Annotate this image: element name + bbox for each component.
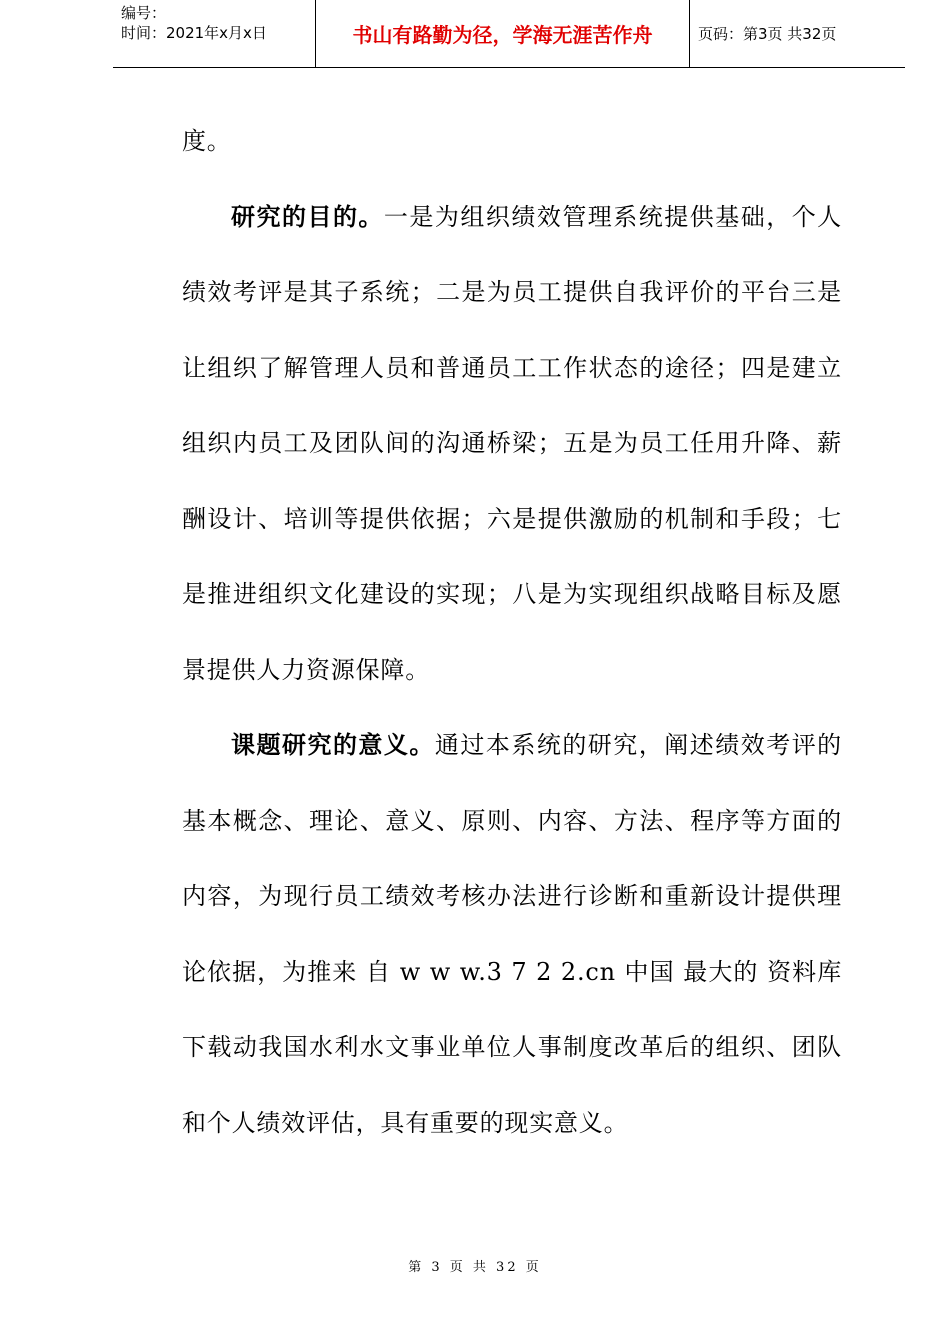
heading-research-significance: 课题研究的意义。 bbox=[231, 731, 435, 759]
heading-research-purpose: 研究的目的。 bbox=[231, 202, 384, 231]
paragraph-research-purpose bbox=[182, 180, 842, 709]
page-footer: 第 3 页 共 32 页 bbox=[408, 1260, 542, 1275]
research-purpose-text: 一是为组织绩效管理系统提供基础，个人绩效考评是其子系统；二是为员工提供自我评价的平台三是让组织了解管理人员和普通员工工作状态的途径；四是建立组织内员工及团队间的沟通桥梁；五是为员工任用升降、薪酬设计、培训等提供依据；六是提供激励的机制和手段；七是推进组织文化建设的实现；八是为实现组织战略目标及愿景提供人力资源保障。 bbox=[182, 202, 842, 684]
time-label: 时间：2021年x月x日 bbox=[121, 24, 267, 42]
header-meta bbox=[121, 3, 311, 43]
header-page-info: 页码：第3页 共32页 bbox=[698, 25, 837, 43]
document-body bbox=[182, 104, 842, 1161]
paragraph-continuation: 度。 bbox=[182, 127, 232, 155]
header-motto: 书山有路勤为径，学海无涯苦作舟 bbox=[352, 23, 653, 47]
serial-number-label: 编号： bbox=[121, 4, 167, 22]
paragraph-research-significance bbox=[182, 708, 842, 1161]
header-divider-right bbox=[689, 0, 690, 67]
research-significance-text: 通过本系统的研究，阐述绩效考评的基本概念、理论、意义、原则、内容、方法、程序等方面的内容，为现行员工绩效考核办法进行诊断和重新设计提供理论依据，为推来 自 w w w.3 7 2 2.cn 中国 最大的 资料库 下载动我国水利水文事业单位人事制度改革后的组织、团队和个人绩效评估，具有重要的现实意义。 bbox=[182, 731, 842, 1137]
page-header bbox=[113, 0, 905, 68]
